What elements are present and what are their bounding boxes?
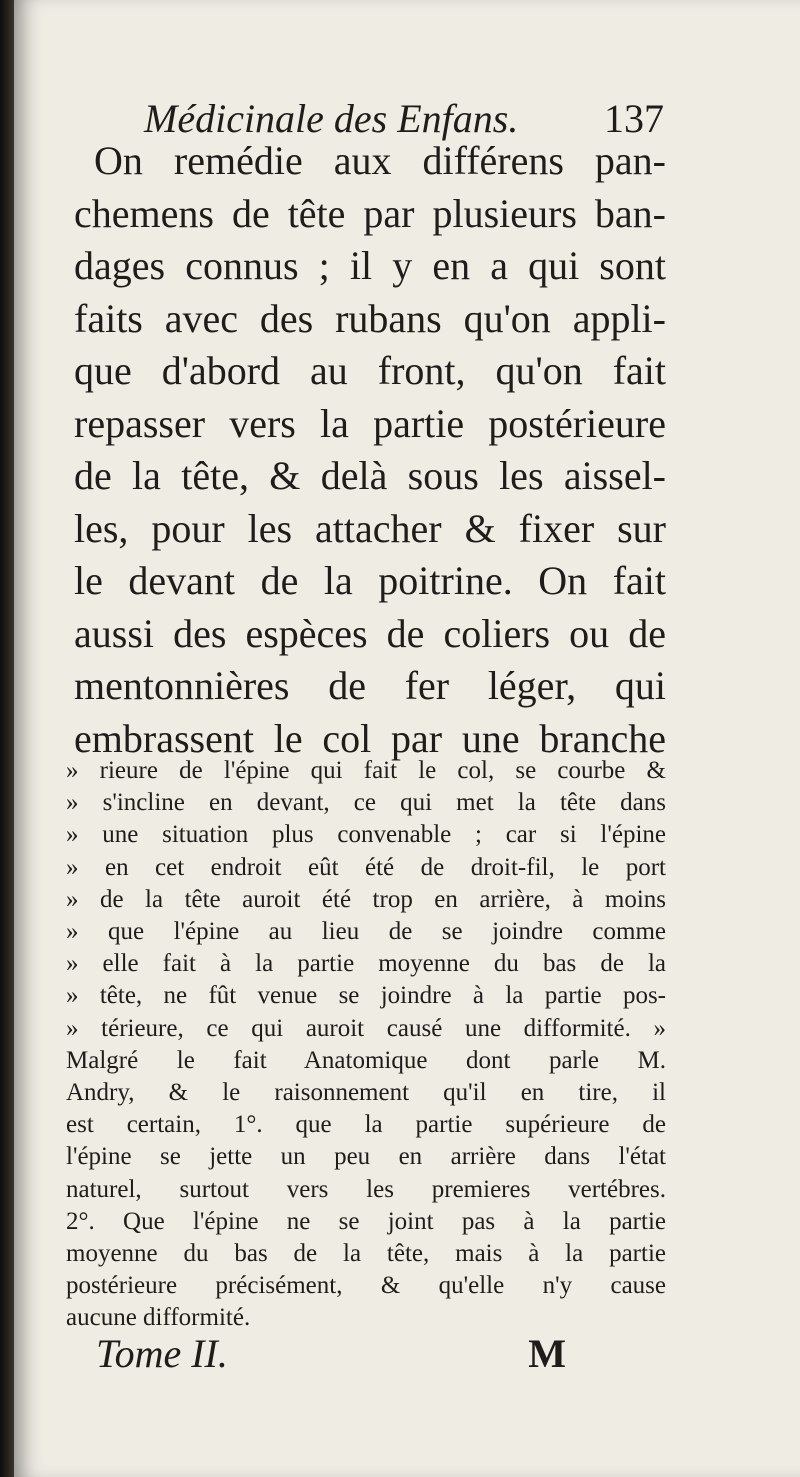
footnote-line: » elle fait à la partie moyenne du bas de la [66,950,666,978]
running-title: Médicinale des Enfans. [144,96,519,141]
text-line: les, pour les attacher & fixer sur [74,505,666,551]
footnote-line: aucune difformité. [66,1304,251,1332]
footnote-line: » une situation plus convenable ; car si l'épine [66,821,666,849]
footnote-line: » rieure de l'épine qui fait le col, se courbe & [66,757,666,784]
footnote-line: Malgré le fait Anatomique dont parle M. [66,1046,666,1074]
text-line: dages connus ; il y en a qui sont [74,243,666,288]
text-line: embrassent le col par une branche [74,715,666,761]
footnote-line: » tête, ne fût venue se joindre à la partie pos- [66,982,666,1010]
main-text [74,135,666,765]
text-line: de la tête, & delà sous les aissel- [74,453,666,498]
text-line: On remédie aux différens pan- [94,138,666,183]
footnote-line: postérieure précisément, & qu'elle n'y cause [66,1272,666,1300]
footnote-line: 2°. Que l'épine ne se joint pas à la partie [66,1207,666,1235]
page-footer [96,1330,566,1380]
text-line: repasser vers la partie postérieure [74,400,666,446]
footnote-line: » que l'épine au lieu de se joindre comme [66,918,666,946]
page-number: 137 [604,96,664,141]
footnote-line: » de la tête auroit été trop en arrière, à moins [66,885,666,913]
book-page [14,0,800,1477]
text-line: que d'abord au front, qu'on fait [74,348,666,393]
footnote-line: » en cet endroit eût été de droit-fil, le port [66,853,666,881]
text-line: mentonnières de fer léger, qui [74,663,666,708]
footnote-line: » térieure, ce qui auroit causé une difformité. » [66,1014,666,1042]
text-line: chemens de tête par plusieurs ban- [74,190,666,236]
footnote-line: moyenne du bas de la tête, mais à la partie [66,1240,666,1268]
signature-mark: M [528,1331,566,1376]
volume-label: Tome II. [96,1331,228,1376]
book-spine-edge [0,0,14,1477]
footnote-line: l'épine se jette un peu en arrière dans l'état [66,1143,666,1171]
footnote-line: naturel, surtout vers les premieres vertébres. [66,1175,666,1203]
footnote-line: Andry, & le raisonnement qu'il en tire, il [66,1079,666,1107]
text-line: aussi des espèces de coliers ou de [74,610,666,656]
text-line: faits avec des rubans qu'on appli- [74,295,666,341]
footnote-line: » s'incline en devant, ce qui met la tête dans [66,789,666,817]
footnote-line: est certain, 1°. que la partie supérieure de [66,1111,666,1139]
running-header [144,95,664,141]
text-line: le devant de la poitrine. On fait [74,558,666,603]
footnote-text [66,755,666,1335]
